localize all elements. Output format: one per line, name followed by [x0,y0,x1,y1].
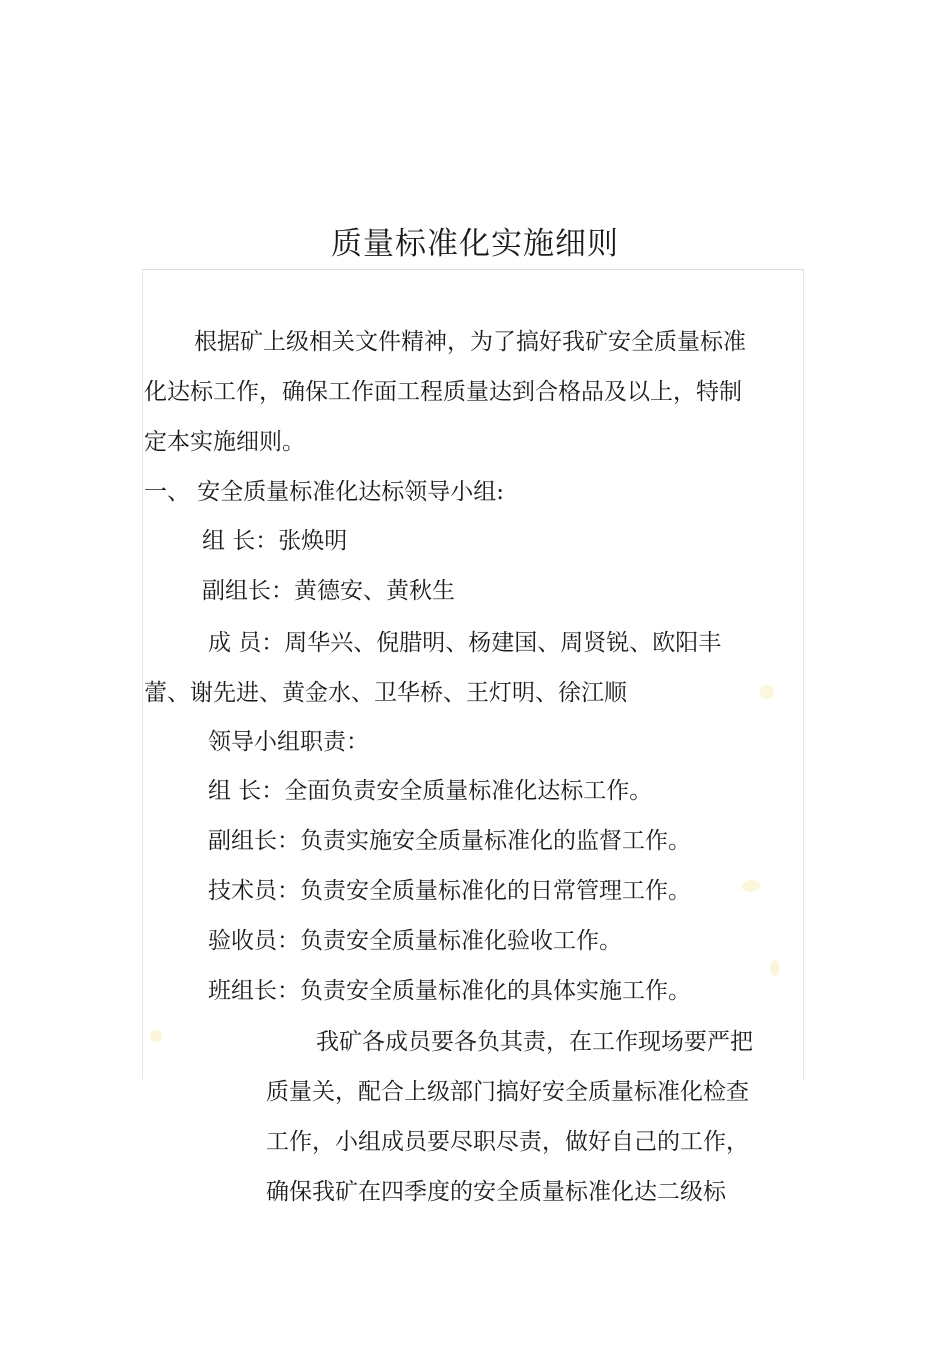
scan-speck [742,880,760,892]
paragraph-line: 工作，小组成员要尽职尽责，做好自己的工作， [266,1129,749,1155]
duty-line: 副组长：负责实施安全质量标准化的监督工作。 [208,828,691,854]
scan-speck [770,960,780,976]
scan-speck [150,1030,162,1042]
duty-line: 验收员：负责安全质量标准化验收工作。 [208,928,622,954]
member-line: 成 员：周华兴、倪腊明、杨建国、周贤锐、欧阳丰 [208,630,722,656]
paragraph-line: 确保我矿在四季度的安全质量标准化达二级标 [266,1179,726,1205]
duty-heading: 领导小组职责： [208,729,369,755]
paragraph-line: 质量关，配合上级部门搞好安全质量标准化检查 [266,1079,749,1105]
section-heading: 一、 安全质量标准化达标领导小组: [144,479,505,505]
duty-line: 组 长：全面负责安全质量标准化达标工作。 [208,778,653,804]
paragraph-line: 定本实施细则。 [144,429,305,455]
paragraph-line: 化达标工作，确保工作面工程质量达到合格品及以上，特制 [144,379,742,405]
member-line: 副组长：黄德安、黄秋生 [202,578,455,604]
scan-speck [760,685,774,699]
document-title: 质量标准化实施细则 [331,226,619,262]
paragraph-line: 我矿各成员要各负其责，在工作现场要严把 [316,1029,753,1055]
duty-line: 班组长：负责安全质量标准化的具体实施工作。 [208,978,691,1004]
duty-line: 技术员：负责安全质量标准化的日常管理工作。 [208,878,691,904]
member-line: 组 长：张焕明 [202,528,348,554]
member-line: 蕾、谢先进、黄金水、卫华桥、王灯明、徐江顺 [144,680,627,706]
paragraph-line: 根据矿上级相关文件精神，为了搞好我矿安全质量标准 [194,329,746,355]
